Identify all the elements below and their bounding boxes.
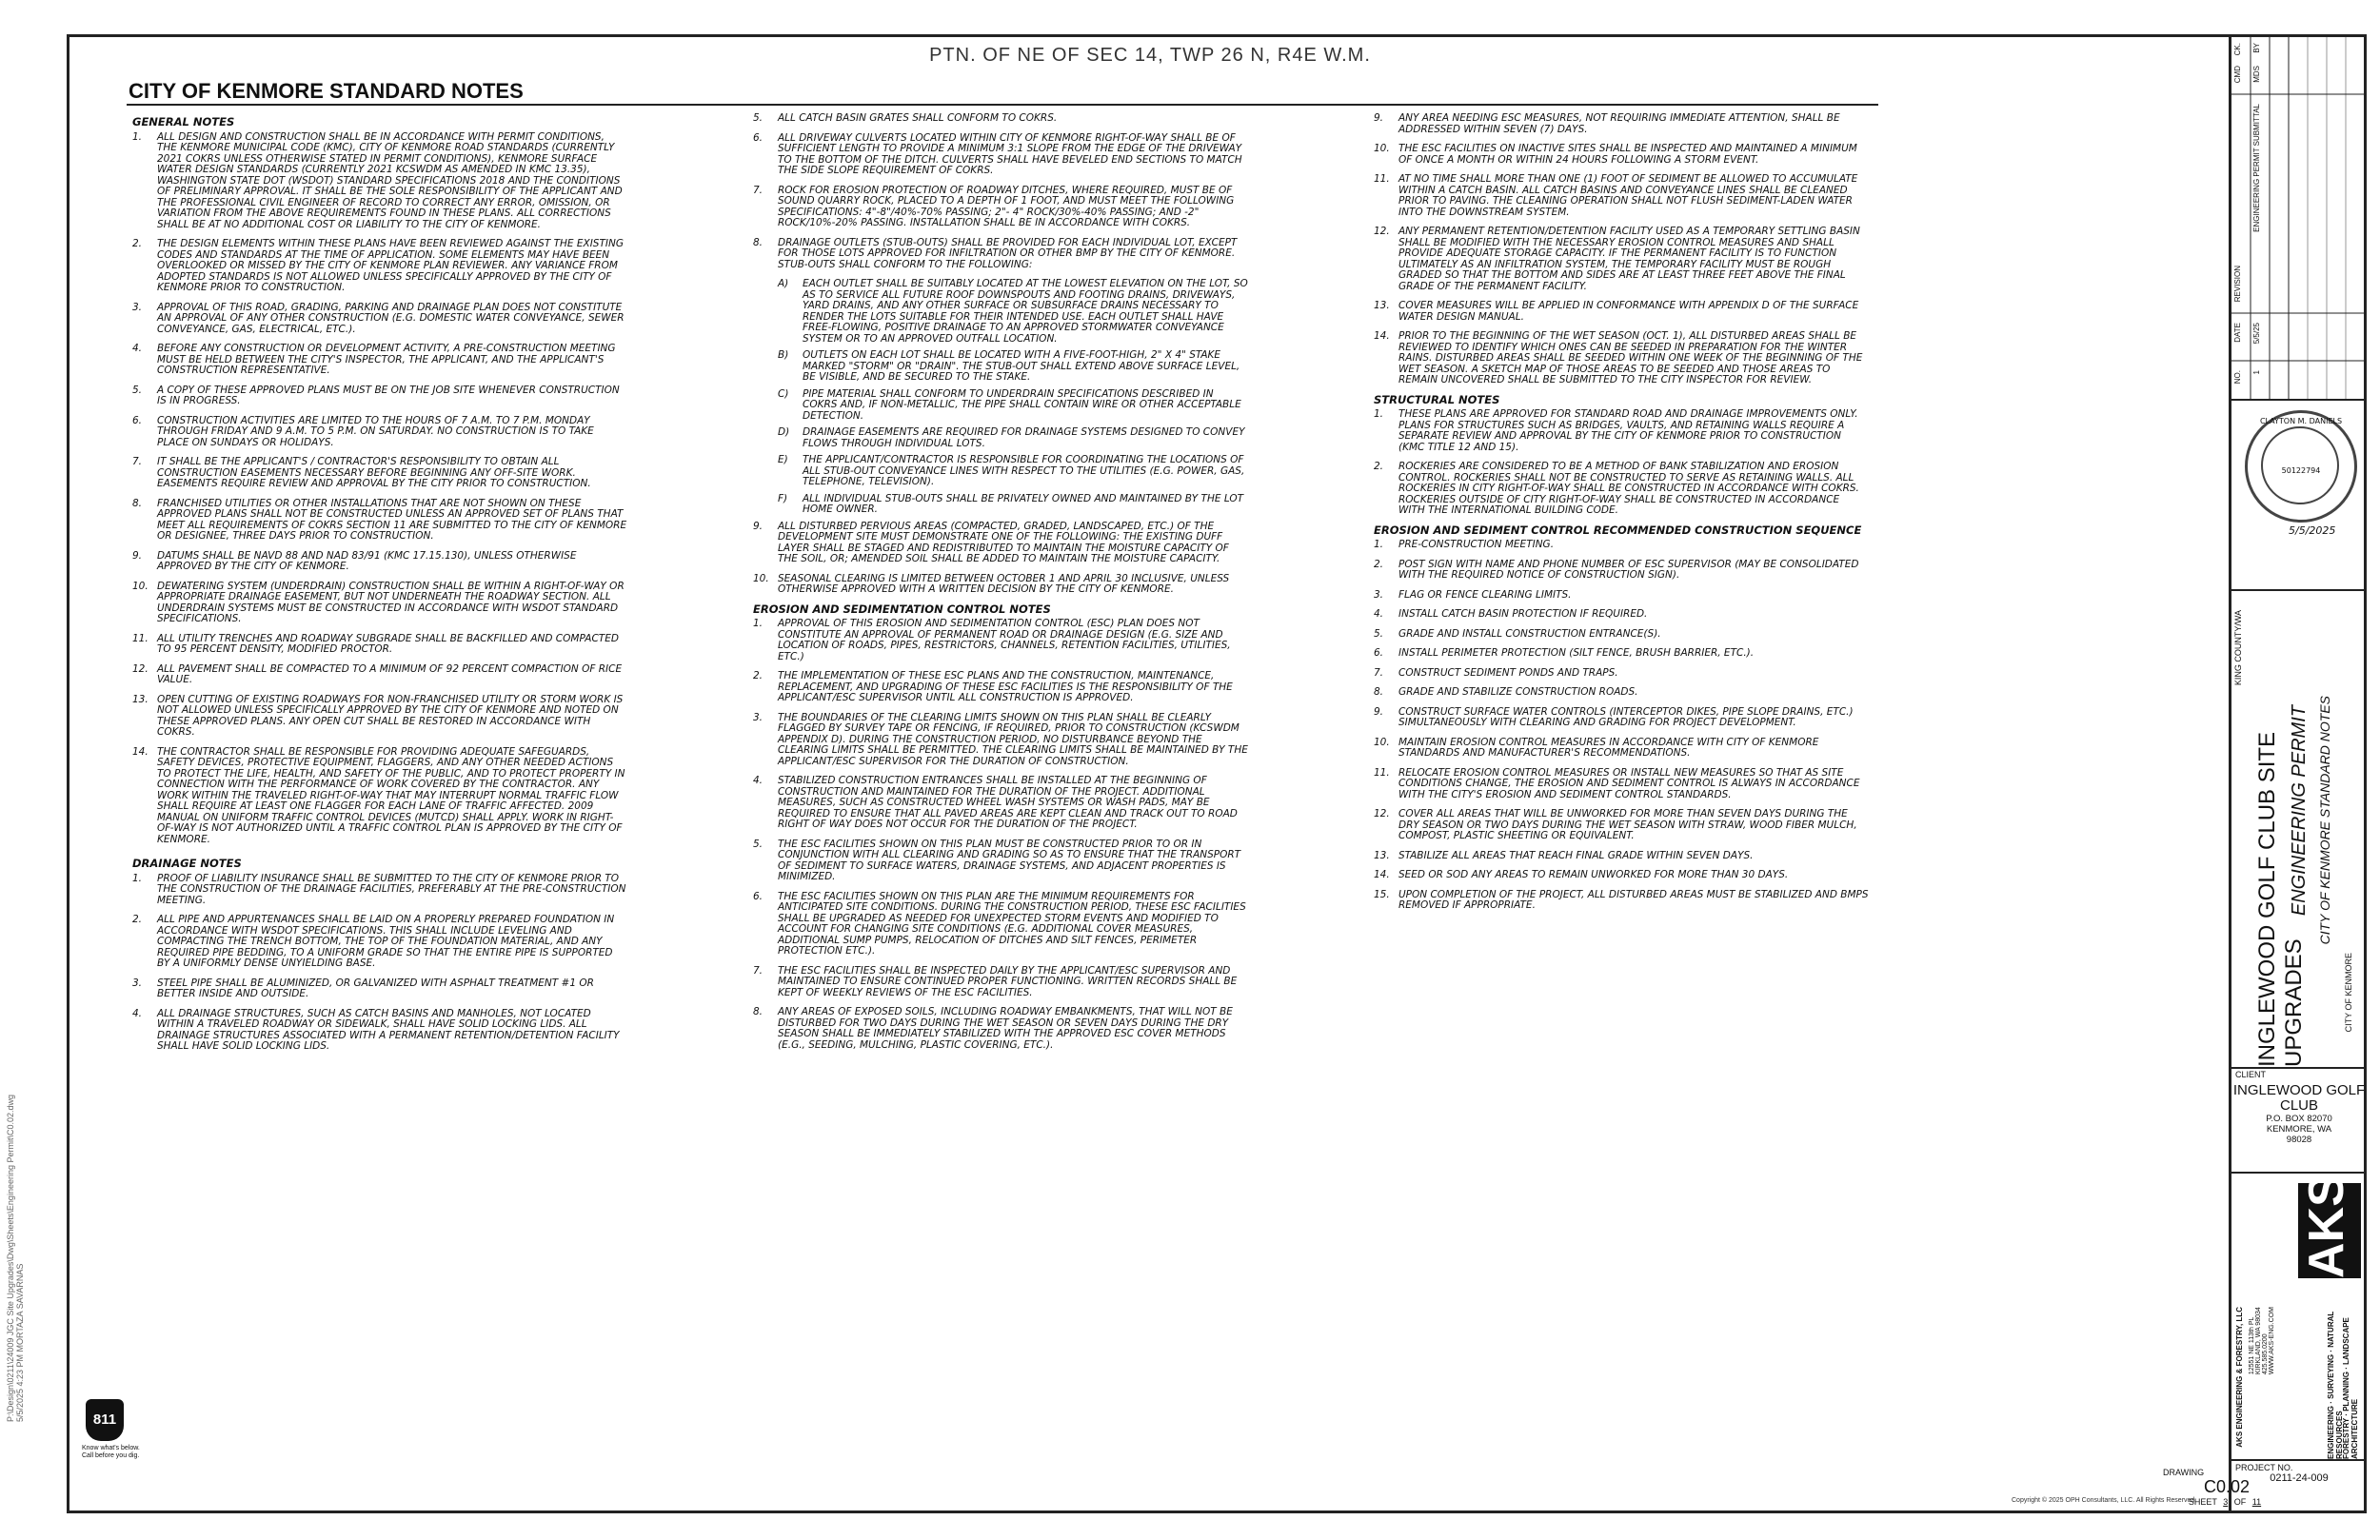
note-text: ALL DISTURBED PERVIOUS AREAS (COMPACTED, GRADED, LANDSCAPED, ETC.) OF THE DEVELOPMENT SITE MUST DEMONSTRATE ONE OF THE FOLLOWING: THE EXISTING DUFF LAYER SHALL BE STAGED AND REDISTRIBUTED TO MAINTAIN THE MOISTURE CAPACITY OF THE SOIL, OR; AMENDED SOIL SHALL BE ADDED TO MAINTAIN THE MOISTURE CAPACITY. <box>778 520 1229 564</box>
note-item <box>1374 331 1869 386</box>
note-text: THE IMPLEMENTATION OF THESE ESC PLANS AND THE CONSTRUCTION, MAINTENANCE, REPLACEMENT, AND UPGRADING OF THESE ESC FACILITIES IS THE RESPONSIBILITY OF THE APPLICANT/ESC SUPERVISOR UNTIL ALL CONSTRUCTION IS APPROVED. <box>778 670 1233 703</box>
note-text: RELOCATE EROSION CONTROL MEASURES OR INSTALL NEW MEASURES SO THAT AS SITE CONDITIONS CHANGE, THE EROSION AND SEDIMENT CONTROL IS ALWAYS IN ACCORDANCE WITH THE CITY'S EROSION AND SEDIMENT CONTROL STANDARDS. <box>1398 766 1860 800</box>
note-text: GRADE AND STABILIZE CONSTRUCTION ROADS. <box>1398 686 1638 698</box>
note-number: 12. <box>1374 226 1390 237</box>
rev-no-value: 1 <box>2252 370 2261 375</box>
note-number: 8. <box>753 1006 764 1017</box>
note-text: ALL DRIVEWAY CULVERTS LOCATED WITHIN CITY OF KENMORE RIGHT-OF-WAY SHALL BE OF SUFFICIENT LENGTH TO PROVIDE A MINIMUM 3:1 SLOPE FROM THE EDGE OF THE DRIVEWAY TO THE BOTTOM OF THE DITCH. CULVERTS SHALL HAVE BEVELED END SECTIONS TO MATCH THE SIDE SLOPE REQUIREMENT OF COKRS. <box>778 131 1242 176</box>
note-text: ALL DRAINAGE STRUCTURES, SUCH AS CATCH BASINS AND MANHOLES, NOT LOCATED WITHIN A TRAVELED ROADWAY OR SIDEWALK, SHALL HAVE SOLID LOCKING LIDS. ALL DRAINAGE STRUCTURES ASSOCIATED WITH A PERMANENT RETENTION/DETENTION FACILITY SHALL HAVE SOLID LOCKING LIDS. <box>157 1007 620 1052</box>
sheet-number: 3 <box>2223 1497 2229 1507</box>
note-number: 5. <box>1374 627 1384 640</box>
sheet-title: CITY OF KENMORE STANDARD NOTES <box>2317 696 2332 945</box>
esc-notes-list-cont <box>1374 113 1869 386</box>
structural-notes-list <box>1374 409 1869 517</box>
firm-logo: AKS <box>2298 1183 2361 1278</box>
note-item <box>132 1009 627 1053</box>
note-text: THE DESIGN ELEMENTS WITHIN THESE PLANS HAVE BEEN REVIEWED AGAINST THE EXISTING CODES AND STANDARDS AT THE TIME OF APPLICATION. SOME ELEMENTS MAY HAVE BEEN OVERLOOKED OR MISSED BY THE CITY OF KENMORE PLAN REVIEWER. ANY VARIANCE FROM ADOPTED STANDARDS IS NOT ALLOWED UNLESS SPECIFICALLY APPROVED BY THE CITY OF KENMORE PRIOR TO CONSTRUCTION. <box>157 238 624 293</box>
note-item <box>1374 540 1869 551</box>
note-number: 14. <box>1374 330 1390 342</box>
note-text: THE CONTRACTOR SHALL BE RESPONSIBLE FOR PROVIDING ADEQUATE SAFEGUARDS, SAFETY DEVICES, PROTECTIVE EQUIPMENT, FLAGGERS, AND ANY OTHER NEEDED ACTIONS TO PROTECT THE LIFE, HEALTH, AND SAFETY OF THE PUBLIC, AND TO PROTECT PROPERTY IN CONNECTION WITH THE PERFORMANCE OF WORK COVERED BY THE CONTRACTOR. ANY WORK WITHIN THE TRAVELED RIGHT-OF-WAY THAT MAY INTERRUPT NORMAL TRAFFIC FLOW SHALL REQUIRE AT LEAST ONE FLAGGER FOR EACH LANE OF TRAFFIC AFFECTED. 2009 MANUAL ON UNIFORM TRAFFIC CONTROL DEVICES (MUTCD) SHALL APPLY. WORK IN RIGHT-OF-WAY IS NOT AUTHORIZED UNTIL A TRAFFIC CONTROL PLAN IS APPROVED BY THE CITY OF KENMORE. <box>157 745 625 845</box>
note-item <box>132 132 627 231</box>
note-text: ROCKERIES ARE CONSIDERED TO BE A METHOD OF BANK STABILIZATION AND EROSION CONTROL. ROCKERIES SHALL NOT BE CONSTRUCTED TO SERVE AS RETAINING WALLS. ALL ROCKERIES IN CITY RIGHT-OF-WAY SHALL BE CONSTRUCTED IN ACCORDANCE WITH COKRS. ROCKERIES OUTSIDE OF CITY RIGHT-OF-WAY SHALL BE CONSTRUCTED IN ACCORDANCE WITH THE INTERNATIONAL BUILDING CODE. <box>1398 461 1859 516</box>
note-item <box>753 966 1248 999</box>
note-item <box>753 133 1248 177</box>
note-text: THE ESC FACILITIES SHOWN ON THIS PLAN MUST BE CONSTRUCTED PRIOR TO OR IN CONJUNCTION WITH ALL CLEARING AND GRADING SO AS TO ENSURE THAT THE TRANSPORT OF SEDIMENT TO SURFACE WATERS, DRAINAGE SYSTEMS, AND ADJACENT PROPERTIES IS MINIMIZED. <box>778 838 1241 882</box>
title-rule <box>127 104 1878 106</box>
note-number: 1. <box>753 618 764 629</box>
note-number: F) <box>778 492 788 504</box>
note-item <box>1374 707 1869 729</box>
notes-column-3 <box>1374 113 1869 920</box>
note-number: 10. <box>1374 143 1390 154</box>
note-number: 4. <box>1374 608 1384 620</box>
note-text: THE APPLICANT/CONTRACTOR IS RESPONSIBLE FOR COORDINATING THE LOCATIONS OF ALL STUB-OUT CONVEYANCE LINES WITH RESPECT TO THE UTILITIES (E.G. POWER, GAS, TELEPHONE, TELEVISION). <box>803 454 1245 487</box>
note-number: D) <box>778 426 790 438</box>
note-number: 6. <box>753 890 764 902</box>
note-text: PRE-CONSTRUCTION MEETING. <box>1398 539 1555 550</box>
note-text: PROOF OF LIABILITY INSURANCE SHALL BE SUBMITTED TO THE CITY OF KENMORE PRIOR TO THE CONSTRUCTION OF THE DRAINAGE FACILITIES, PREFERABLY AT THE PRE-CONSTRUCTION MEETING. <box>157 872 626 906</box>
firm-services-2: FORESTRY · PLANNING · LANDSCAPE ARCHITECTURE <box>2342 1317 2359 1459</box>
note-text: STEEL PIPE SHALL BE ALUMINIZED, OR GALVANIZED WITH ASPHALT TREATMENT #1 OR BETTER INSIDE AND OUTSIDE. <box>157 977 594 999</box>
note-item <box>1374 227 1869 292</box>
note-item <box>132 582 627 625</box>
client-block <box>2231 1067 2367 1174</box>
note-number: 6. <box>753 131 764 144</box>
note-text: ALL CATCH BASIN GRATES SHALL CONFORM TO COKRS. <box>778 112 1058 124</box>
note-text: ALL INDIVIDUAL STUB-OUTS SHALL BE PRIVATELY OWNED AND MAINTAINED BY THE LOT HOME OWNER. <box>803 492 1244 515</box>
note-text: GRADE AND INSTALL CONSTRUCTION ENTRANCE(S). <box>1398 627 1661 640</box>
note-text: CONSTRUCTION ACTIVITIES ARE LIMITED TO THE HOURS OF 7 A.M. TO 7 P.M. MONDAY THROUGH FRIDAY AND 9 A.M. TO 5 P.M. ON SATURDAY. NO CONSTRUCTION IS TO TAKE PLACE ON SUNDAYS OR HOLIDAYS. <box>157 414 594 448</box>
note-text: ALL PIPE AND APPURTENANCES SHALL BE LAID ON A PROPERLY PREPARED FOUNDATION IN ACCORDANCE WITH WSDOT SPECIFICATIONS. THIS SHALL INCLUDE LEVELING AND COMPACTING THE TRENCH BOTTOM, THE TOP OF THE FOUNDATION MATERIAL, AND ANY REQUIRED PIPE BEDDING, TO A UNIFORM GRADE SO THAT THE ENTIRE PIPE IS SUPPORTED BY A UNIFORMLY DENSE UNYIELDING BASE. <box>157 914 615 969</box>
note-item <box>1374 609 1869 621</box>
note-number: 3. <box>753 711 764 723</box>
note-text: PIPE MATERIAL SHALL CONFORM TO UNDERDRAIN SPECIFICATIONS DESCRIBED IN COKRS AND, IF NON-METALLIC, THE PIPE SHALL CONTAIN WIRE OR OTHER ACCEPTABLE DETECTION. <box>803 387 1241 422</box>
note-text: THESE PLANS ARE APPROVED FOR STANDARD ROAD AND DRAINAGE IMPROVEMENTS ONLY. PLANS FOR STRUCTURES SUCH AS BRIDGES, VAULTS, AND RETAINING WALLS REQUIRE A SEPARATE REVIEW AND APPROVAL BY THE CITY OF KENMORE PRIOR TO CONSTRUCTION (KMC TITLE 12 AND 15). <box>1398 408 1858 453</box>
note-item <box>1374 738 1869 760</box>
rev-revision-header: REVISION <box>2233 266 2242 303</box>
note-text: EACH OUTLET SHALL BE SUITABLY LOCATED AT THE LOWEST ELEVATION ON THE LOT, SO AS TO SERVICE ALL FUTURE ROOF DOWNSPOUTS AND FOOTING DRAINS, DRIVEWAYS, YARD DRAINS, AND ANY OTHER SURFACE OR SUBSURFACE DRAINS NECESSARY TO RENDER THE LOTS SUITABLE FOR THEIR INTENDED USE. EACH OUTLET SHALL HAVE FREE-FLOWING, POSITIVE DRAINAGE TO AN APPROVED STORMWATER CONVEYANCE SYSTEM OR TO AN APPROVED OUTFALL LOCATION. <box>803 278 1248 345</box>
rev-revision-value: ENGINEERING PERMIT SUBMITTAL <box>2252 104 2261 232</box>
note-text: ALL PAVEMENT SHALL BE COMPACTED TO A MINIMUM OF 92 PERCENT COMPACTION OF RICE VALUE. <box>157 662 623 685</box>
project-subtitle: ENGINEERING PERMIT <box>2289 705 2310 917</box>
engineer-seal <box>2245 410 2357 523</box>
note-number: 14. <box>1374 869 1390 880</box>
note-text: POST SIGN WITH NAME AND PHONE NUMBER OF ESC SUPERVISOR (MAY BE CONSOLIDATED WITH THE REQUIRED NOTICE OF CONSTRUCTION SIGN). <box>1398 558 1859 581</box>
notes-column-2 <box>753 113 1248 1059</box>
client-label: CLIENT <box>2235 1070 2267 1079</box>
note-item <box>1374 648 1869 660</box>
note-item <box>1374 668 1869 680</box>
note-item <box>778 279 1248 345</box>
note-item <box>1374 174 1869 218</box>
note-item <box>753 1007 1248 1051</box>
note-text: MAINTAIN EROSION CONTROL MEASURES IN ACCORDANCE WITH CITY OF KENMORE STANDARDS AND MANUFACTURER'S RECOMMENDATIONS. <box>1398 736 1819 759</box>
note-item <box>132 303 627 336</box>
note-number: 5. <box>132 384 143 396</box>
note-text: DRAINAGE OUTLETS (STUB-OUTS) SHALL BE PROVIDED FOR EACH INDIVIDUAL LOT, EXCEPT FOR THOSE LOTS APPROVED FOR INFILTRATION OR OTHER BMP BY THE CITY OF KENMORE. STUB-OUTS SHALL CONFORM TO THE FOLLOWING: <box>778 236 1238 270</box>
note-number: 11. <box>1374 766 1390 779</box>
note-number: 10. <box>132 580 149 592</box>
note-item <box>753 186 1248 229</box>
note-number: 1. <box>132 130 143 143</box>
note-item <box>1374 301 1869 323</box>
note-item <box>132 978 627 1000</box>
firm-name: AKS ENGINEERING & FORESTRY, LLC <box>2235 1307 2244 1448</box>
note-text: AT NO TIME SHALL MORE THAN ONE (1) FOOT OF SEDIMENT BE ALLOWED TO ACCUMULATE WITHIN A CATCH BASIN. ALL CATCH BASINS AND CONVEYANCE LINES SHALL BE CLEANED PRIOR TO PAVING. THE CLEANING OPERATION SHALL NOT FLUSH SEDIMENT-LADEN WATER INTO THE DOWNSTREAM SYSTEM. <box>1398 173 1858 218</box>
sheet-count <box>2159 1497 2294 1507</box>
note-item <box>1374 590 1869 602</box>
note-item <box>1374 629 1869 641</box>
note-number: 12. <box>1374 808 1390 819</box>
note-text: UPON COMPLETION OF THE PROJECT, ALL DISTURBED AREAS MUST BE STABILIZED AND BMPS REMOVED IF APPROPRIATE. <box>1398 888 1869 911</box>
note-number: 1. <box>1374 408 1384 420</box>
note-item <box>753 619 1248 662</box>
note-item <box>778 455 1248 488</box>
drawing-block <box>2159 1466 2294 1523</box>
rev-by-value: MDS <box>2252 66 2261 83</box>
note-number: 12. <box>132 662 149 675</box>
note-item <box>1374 809 1869 842</box>
stub-out-sublist <box>778 279 1248 516</box>
note-text: OUTLETS ON EACH LOT SHALL BE LOCATED WITH A FIVE-FOOT-HIGH, 2" X 4" STAKE MARKED "STORM" OR "DRAIN". THE STUB-OUT SHALL EXTEND ABOVE SURFACE LEVEL, BE VISIBLE, AND BE SECURED TO THE STAKE. <box>803 349 1240 383</box>
note-item <box>753 839 1248 883</box>
drainage-notes-list-cont2 <box>753 522 1248 596</box>
note-number: 9. <box>1374 705 1384 718</box>
note-number: 2. <box>753 670 764 681</box>
note-number: 14. <box>132 745 149 758</box>
of-label: OF <box>2233 1497 2247 1507</box>
note-text: APPROVAL OF THIS EROSION AND SEDIMENTATION CONTROL (ESC) PLAN DOES NOT CONSTITUTE AN APPROVAL OF PERMANENT ROAD OR DRAINAGE DESIGN (E.G. SIZE AND LOCATION OF ROADS, PIPES, RESTRICTORS, CHANNELS, RETENTION FACILITIES, UTILITIES, ETC.) <box>778 618 1231 662</box>
note-item <box>1374 144 1869 166</box>
note-item <box>132 457 627 490</box>
call-811-badge: 811 <box>86 1399 124 1441</box>
esc-notes-list <box>753 619 1248 1051</box>
note-item <box>132 344 627 377</box>
note-item <box>132 874 627 907</box>
note-item <box>753 776 1248 831</box>
note-item <box>778 350 1248 384</box>
note-number: 3. <box>1374 588 1384 601</box>
note-number: 10. <box>1374 736 1390 748</box>
sheet-label: SHEET <box>2188 1497 2217 1507</box>
note-number: 8. <box>132 497 143 509</box>
drainage-notes-heading: DRAINAGE NOTES <box>132 857 242 870</box>
note-text: FRANCHISED UTILITIES OR OTHER INSTALLATIONS THAT ARE NOT SHOWN ON THESE APPROVED PLANS SHALL NOT BE CONSTRUCTED UNLESS AN APPROVED SET OF PLANS THAT MEET ALL REQUIREMENTS OF COKRS SECTION 11 ARE SUBMITTED TO THE CITY OF KENMORE OR DESIGNEE, THREE DAYS PRIOR TO CONSTRUCTION. <box>157 497 627 542</box>
rev-no-header: NO. <box>2233 370 2242 385</box>
note-number: 6. <box>132 414 143 426</box>
note-text: A COPY OF THESE APPROVED PLANS MUST BE ON THE JOB SITE WHENEVER CONSTRUCTION IS IN PROGRESS. <box>157 384 620 406</box>
note-text: THE BOUNDARIES OF THE CLEARING LIMITS SHOWN ON THIS PLAN SHALL BE CLEARLY FLAGGED BY SURVEY TAPE OR FENCING, IF REQUIRED, PRIOR TO CONSTRUCTION (KCSWDM APPENDIX D). DURING THE CONSTRUCTION PERIOD, NO DISTURBANCE BEYOND THE CLEARING LIMITS SHALL BE PERMITTED. THE CLEARING LIMITS SHALL BE MAINTAINED BY THE APPLICANT/ESC SUPERVISOR FOR THE DURATION OF CONSTRUCTION. <box>778 711 1248 767</box>
note-text: ALL DESIGN AND CONSTRUCTION SHALL BE IN ACCORDANCE WITH PERMIT CONDITIONS, THE KENMORE MUNICIPAL CODE (KMC), CITY OF KENMORE ROAD STANDARDS (CURRENTLY 2021 COKRS UNLESS OTHERWISE STATED IN PERMIT CONDITIONS), KENMORE SURFACE WATER DESIGN STANDARDS (CURRENTLY 2021 KCSWDM AS AMENDED IN KMC 13.35), WASHINGTON STATE DOT (WSDOT) STANDARD SPECIFICATIONS 2018 AND THE CONDITIONS OF PRELIMINARY APPROVAL. IT SHALL BE THE SOLE RESPONSIBILITY OF THE APPLICANT AND THE PROFESSIONAL CIVIL ENGINEER OF RECORD TO CORRECT ANY ERROR, OMISSION, OR VARIATION FROM THE ABOVE REQUIREMENTS FOUND IN THESE PLANS. ALL CORRECTIONS SHALL BE AT NO ADDITIONAL COST OR LIABILITY TO THE CITY OF KENMORE. <box>157 130 623 230</box>
note-item <box>1374 409 1869 453</box>
note-number: 4. <box>132 343 143 354</box>
note-text: THE ESC FACILITIES ON INACTIVE SITES SHALL BE INSPECTED AND MAINTAINED A MINIMUM OF ONCE A MONTH OR WITHIN 24 HOURS FOLLOWING A STORM EVENT. <box>1398 143 1857 166</box>
rev-by-header: BY <box>2252 43 2261 53</box>
seal-date: 5/5/2025 <box>2289 524 2336 537</box>
firm-block <box>2231 1174 2367 1461</box>
note-item <box>778 427 1248 449</box>
sequence-heading: EROSION AND SEDIMENT CONTROL RECOMMENDED CONSTRUCTION SEQUENCE <box>1374 523 1862 537</box>
sheet-total: 11 <box>2251 1497 2262 1507</box>
esc-notes-heading: EROSION AND SEDIMENTATION CONTROL NOTES <box>753 602 1051 616</box>
note-item <box>753 713 1248 768</box>
note-item <box>753 238 1248 271</box>
note-item <box>753 113 1248 125</box>
note-number: 13. <box>1374 300 1390 311</box>
note-number: 9. <box>1374 112 1384 124</box>
note-item <box>1374 870 1869 881</box>
seal-inner-ring <box>2261 426 2339 504</box>
note-item <box>132 915 627 970</box>
note-text: THE ESC FACILITIES SHALL BE INSPECTED DAILY BY THE APPLICANT/ESC SUPERVISOR AND MAINTAINED TO ENSURE CONTINUED PROPER FUNCTIONING. WRITTEN RECORDS SHALL BE KEPT OF WEEKLY REVIEWS OF THE ESC FACILITIES. <box>778 964 1238 998</box>
note-number: 7. <box>753 184 764 196</box>
client-name: INGLEWOOD GOLF CLUB <box>2232 1082 2366 1114</box>
note-text: BEFORE ANY CONSTRUCTION OR DEVELOPMENT ACTIVITY, A PRE-CONSTRUCTION MEETING MUST BE HELD BETWEEN THE CITY'S INSPECTOR, THE APPLICANT, AND THE APPLICANT'S CONSTRUCTION REPRESENTATIVE. <box>157 343 616 376</box>
general-notes-list <box>132 132 627 846</box>
note-number: 9. <box>753 520 764 532</box>
client-zip: 98028 <box>2286 1135 2312 1145</box>
note-number: 7. <box>753 964 764 977</box>
note-text: ANY AREAS OF EXPOSED SOILS, INCLUDING ROADWAY EMBANKMENTS, THAT WILL NOT BE DISTURBED FOR TWO DAYS DURING THE WET SEASON OR SEVEN DAYS DURING THE DRY SEASON SHALL BE IMMEDIATELY STABILIZED WITH THE APPROVED ESC COVER METHODS (E.G., SEEDING, MULCHING, PLASTIC COVERING, ETC.). <box>778 1006 1233 1051</box>
note-number: 3. <box>132 977 143 989</box>
drainage-notes-list <box>132 874 627 1053</box>
note-number: 8. <box>753 236 764 248</box>
note-number: 2. <box>132 238 143 249</box>
note-number: A) <box>778 278 789 289</box>
note-number: 3. <box>132 301 143 313</box>
file-path: P:\Design\0211\24009 JGC Site Upgrades\Dwg\Sheets\Engineering Permit\C0.02.dwg 5/5/2025 4:23 PM MORTAZA SAVARNAS <box>6 1095 25 1423</box>
structural-notes-heading: STRUCTURAL NOTES <box>1374 392 1500 406</box>
note-text: THE ESC FACILITIES SHOWN ON THIS PLAN ARE THE MINIMUM REQUIREMENTS FOR ANTICIPATED SITE CONDITIONS. DURING THE CONSTRUCTION PERIOD, THESE ESC FACILITIES SHALL BE UPGRADED AS NEEDED FOR UNEXPECTED STORM EVENTS AND MODIFIED TO ACCOUNT FOR CHANGING SITE CONDITIONS (E.G. ADDITIONAL COVER MEASURES, ADDITIONAL SUMP PUMPS, RELOCATION OF DITCHES AND SILT FENCES, PERIMETER PROTECTION ETC.). <box>778 890 1246 957</box>
note-number: 9. <box>132 549 143 562</box>
notes-column-1 <box>132 113 627 1061</box>
note-item <box>132 747 627 846</box>
copyright: Copyright © 2025 OPH Consultants, LLC. All Rights Reserved. <box>2012 1497 2197 1504</box>
note-text: OPEN CUTTING OF EXISTING ROADWAYS FOR NON-FRANCHISED UTILITY OR STORM WORK IS NOT ALLOWED UNLESS SPECIFICALLY APPROVED BY THE CITY OF KENMORE AND NOTED ON THESE APPROVED PLANS. ANY OPEN CUT SHALL BE RESTORED IN ACCORDANCE WITH COKRS. <box>157 693 624 738</box>
note-number: 5. <box>753 838 764 850</box>
sequence-list <box>1374 540 1869 912</box>
note-text: DATUMS SHALL BE NAVD 88 AND NAD 83/91 (KMC 17.15.130), UNLESS OTHERWISE APPROVED BY THE CITY OF KENMORE. <box>157 549 577 572</box>
drawing-number: C0.02 <box>2203 1477 2251 1496</box>
note-number: 4. <box>753 775 764 786</box>
note-number: 2. <box>132 914 143 925</box>
note-text: STABILIZED CONSTRUCTION ENTRANCES SHALL BE INSTALLED AT THE BEGINNING OF CONSTRUCTION AND MAINTAINED FOR THE DURATION OF THE PROJECT. ADDITIONAL MEASURES, SUCH AS CONSTRUCTED WHEEL WASH SYSTEMS OR WASH PADS, MAY BE REQUIRED TO ENSURE THAT ALL PAVED AREAS ARE KEPT CLEAN AND TRACK OUT TO ROAD RIGHT OF WAY DOES NOT OCCUR FOR THE DURATION OF THE PROJECT. <box>778 775 1238 830</box>
note-text: IT SHALL BE THE APPLICANT'S / CONTRACTOR'S RESPONSIBILITY TO OBTAIN ALL CONSTRUCTION EASEMENTS NECESSARY BEFORE BEGINNING ANY OFF-SITE WORK. EASEMENTS REQUIRE REVIEW AND APPROVAL BY THE CITY PRIOR TO CONSTRUCTION. <box>157 456 591 489</box>
note-item <box>132 239 627 294</box>
note-number: 10. <box>753 572 769 584</box>
note-item <box>132 499 627 543</box>
note-number: 4. <box>132 1007 143 1019</box>
note-number: 11. <box>1374 173 1390 185</box>
note-text: SEED OR SOD ANY AREAS TO REMAIN UNWORKED FOR MORE THAN 30 DAYS. <box>1398 869 1789 880</box>
seal-name: CLAYTON M. DANIELS <box>2259 417 2343 425</box>
note-item <box>753 522 1248 565</box>
note-item <box>1374 113 1869 135</box>
page-title: CITY OF KENMORE STANDARD NOTES <box>129 79 524 103</box>
seal-number: 50122794 <box>2281 466 2321 475</box>
note-item <box>132 634 627 656</box>
call-811-text: Know what's below. Call before you dig. <box>82 1445 140 1459</box>
note-text: COVER ALL AREAS THAT WILL BE UNWORKED FOR MORE THAN SEVEN DAYS DURING THE DRY SEASON OR TWO DAYS DURING THE WET SEASON WITH STRAW, WOOD FIBER MULCH, COMPOST, PLASTIC SHEETING OR EQUIVALENT. <box>1398 808 1857 841</box>
note-text: DEWATERING SYSTEM (UNDERDRAIN) CONSTRUCTION SHALL BE WITHIN A RIGHT-OF-WAY OR APPROPRIATE DRAINAGE EASEMENT, BUT NOT UNDERNEATH THE ROADWAY SECTION. ALL UNDERDRAIN SYSTEMS MUST BE CONSTRUCTED IN ACCORDANCE WITH WSDOT STANDARD SPECIFICATIONS. <box>157 580 625 624</box>
note-item <box>132 416 627 449</box>
note-item <box>132 695 627 739</box>
title-block <box>2229 37 2367 1510</box>
note-text: FLAG OR FENCE CLEARING LIMITS. <box>1398 588 1572 601</box>
note-item <box>753 671 1248 704</box>
rev-ck-header: CK. <box>2233 43 2242 56</box>
note-item <box>132 551 627 573</box>
general-notes-heading: GENERAL NOTES <box>132 115 235 128</box>
note-text: COVER MEASURES WILL BE APPLIED IN CONFORMANCE WITH APPENDIX D OF THE SURFACE WATER DESIGN MANUAL. <box>1398 300 1859 323</box>
note-item <box>778 389 1248 423</box>
note-number: 2. <box>1374 461 1384 472</box>
note-item <box>1374 462 1869 517</box>
note-item <box>1374 560 1869 582</box>
note-text: APPROVAL OF THIS ROAD, GRADING, PARKING AND DRAINAGE PLAN DOES NOT CONSTITUTE AN APPROVAL OF ANY OTHER CONSTRUCTION (E.G. DOMESTIC WATER CONVEYANCE, SEWER CONVEYANCE, GAS, ELECTRICAL, ETC.). <box>157 301 625 335</box>
sheet-frame <box>67 34 2367 1513</box>
note-number: 13. <box>1374 849 1390 861</box>
note-number: 13. <box>132 693 149 705</box>
note-text: ANY AREA NEEDING ESC MEASURES, NOT REQUIRING IMMEDIATE ATTENTION, SHALL BE ADDRESSED WITHIN SEVEN (7) DAYS. <box>1398 112 1840 135</box>
note-number: C) <box>778 387 789 400</box>
note-item <box>1374 851 1869 862</box>
note-number: 2. <box>1374 558 1384 570</box>
note-text: SEASONAL CLEARING IS LIMITED BETWEEN OCTOBER 1 AND APRIL 30 INCLUSIVE, UNLESS OTHERWISE APPROVED WITH A WRITTEN DECISION BY THE CITY OF KENMORE. <box>778 572 1230 595</box>
county-label: KING COUNTY/WA <box>2233 610 2243 686</box>
note-item <box>1374 768 1869 801</box>
note-text: DRAINAGE EASEMENTS ARE REQUIRED FOR DRAINAGE SYSTEMS DESIGNED TO CONVEY FLOWS THROUGH INDIVIDUAL LOTS. <box>803 426 1245 449</box>
note-item <box>778 494 1248 516</box>
note-number: B) <box>778 349 789 361</box>
note-number: 7. <box>132 456 143 467</box>
note-item <box>132 385 627 407</box>
note-number: E) <box>778 454 788 465</box>
note-number: 5. <box>753 112 764 124</box>
location-header: PTN. OF NE OF SEC 14, TWP 26 N, R4E W.M. <box>929 45 1371 66</box>
note-text: ALL UTILITY TRENCHES AND ROADWAY SUBGRADE SHALL BE BACKFILLED AND COMPACTED TO 95 PERCENT DENSITY, MODIFIED PROCTOR. <box>157 632 619 655</box>
drawing-label: DRAWING <box>2163 1468 2205 1477</box>
firm-address: 12551 NE 113th PL KIRKLAND, WA 98034 425.585.0200 WWW.AKS-ENG.COM <box>2249 1307 2275 1375</box>
drainage-notes-list-cont <box>753 113 1248 270</box>
note-number: 15. <box>1374 888 1390 900</box>
rev-ck-value: CMD <box>2233 66 2242 84</box>
note-number: 6. <box>1374 647 1384 659</box>
note-text: INSTALL CATCH BASIN PROTECTION IF REQUIRED. <box>1398 608 1648 620</box>
note-number: 7. <box>1374 666 1384 679</box>
note-number: 1. <box>1374 539 1384 550</box>
note-number: 8. <box>1374 686 1384 698</box>
firm-services-1: ENGINEERING · SURVEYING · NATURAL RESOURCES <box>2327 1311 2344 1459</box>
project-title: INGLEWOOD GOLF CLUB SITE UPGRADES <box>2254 731 2307 1067</box>
note-text: STABILIZE ALL AREAS THAT REACH FINAL GRADE WITHIN SEVEN DAYS. <box>1398 849 1754 861</box>
note-item <box>753 892 1248 958</box>
client-address-2: KENMORE, WA <box>2266 1124 2332 1135</box>
note-item <box>753 574 1248 596</box>
project-no-label: PROJECT NO. <box>2235 1463 2293 1472</box>
note-number: 11. <box>132 632 149 644</box>
note-item <box>132 664 627 686</box>
rev-date-header: DATE <box>2233 323 2242 343</box>
note-text: PRIOR TO THE BEGINNING OF THE WET SEASON (OCT. 1), ALL DISTURBED AREAS SHALL BE REVIEWED TO IDENTIFY WHICH ONES CAN BE SEEDED IN PREPARATION FOR THE WINTER RAINS. DISTURBED AREAS SHALL BE SEEDED WITHIN ONE WEEK OF THE BEGINNING OF THE WET SEASON. A SKETCH MAP OF THOSE AREAS TO BE SEEDED AND THOSE AREAS TO REMAIN UNCOVERED SHALL BE SUBMITTED TO THE CITY INSPECTOR FOR REVIEW. <box>1398 330 1863 385</box>
revision-block <box>2231 37 2367 401</box>
project-title-block <box>2231 589 2367 1069</box>
rev-date-value: 5/5/25 <box>2252 323 2261 345</box>
client-address-1: P.O. BOX 82070 <box>2266 1114 2332 1124</box>
note-text: CONSTRUCT SURFACE WATER CONTROLS (INTERCEPTOR DIKES, PIPE SLOPE DRAINS, ETC.) SIMULTANEOUSLY WITH CLEARING AND GRADING FOR PROJECT DEVELOPMENT. <box>1398 705 1854 728</box>
note-text: CONSTRUCT SEDIMENT PONDS AND TRAPS. <box>1398 666 1618 679</box>
city-label: CITY OF KENMORE <box>2344 953 2353 1033</box>
note-text: ROCK FOR EROSION PROTECTION OF ROADWAY DITCHES, WHERE REQUIRED, MUST BE OF SOUND QUARRY ROCK, PLACED TO A DEPTH OF 1 FOOT, AND MUST MEET THE FOLLOWING SPECIFICATIONS: 4"-8"/40%-70% PASSING; 2"- 4" ROCK/30%-40% PASSING; AND -2" ROCK/10%-20% PASSING. INSTALLATION SHALL BE IN ACCORDANCE WITH COKRS. <box>778 184 1235 228</box>
project-no: 0211-24-009 <box>2270 1472 2329 1484</box>
note-item <box>1374 687 1869 699</box>
note-number: 1. <box>132 872 143 884</box>
note-item <box>1374 890 1869 912</box>
note-text: ANY PERMANENT RETENTION/DETENTION FACILITY USED AS A TEMPORARY SETTLING BASIN SHALL BE MODIFIED WITH THE NECESSARY EROSION CONTROL MEASURES AND SHALL PROVIDE ADEQUATE STORAGE CAPACITY. IF THE PERMANENT FACILITY IS TO FUNCTION ULTIMATELY AS AN INFILTRATION SYSTEM, THE TEMPORARY FACILITY MUST BE ROUGH GRADED SO THAT THE BOTTOM AND SIDES ARE AT LEAST THREE FEET ABOVE THE FINAL GRADE OF THE PERMANENT FACILITY. <box>1398 226 1860 292</box>
note-text: INSTALL PERIMETER PROTECTION (SILT FENCE, BRUSH BARRIER, ETC.). <box>1398 647 1755 659</box>
